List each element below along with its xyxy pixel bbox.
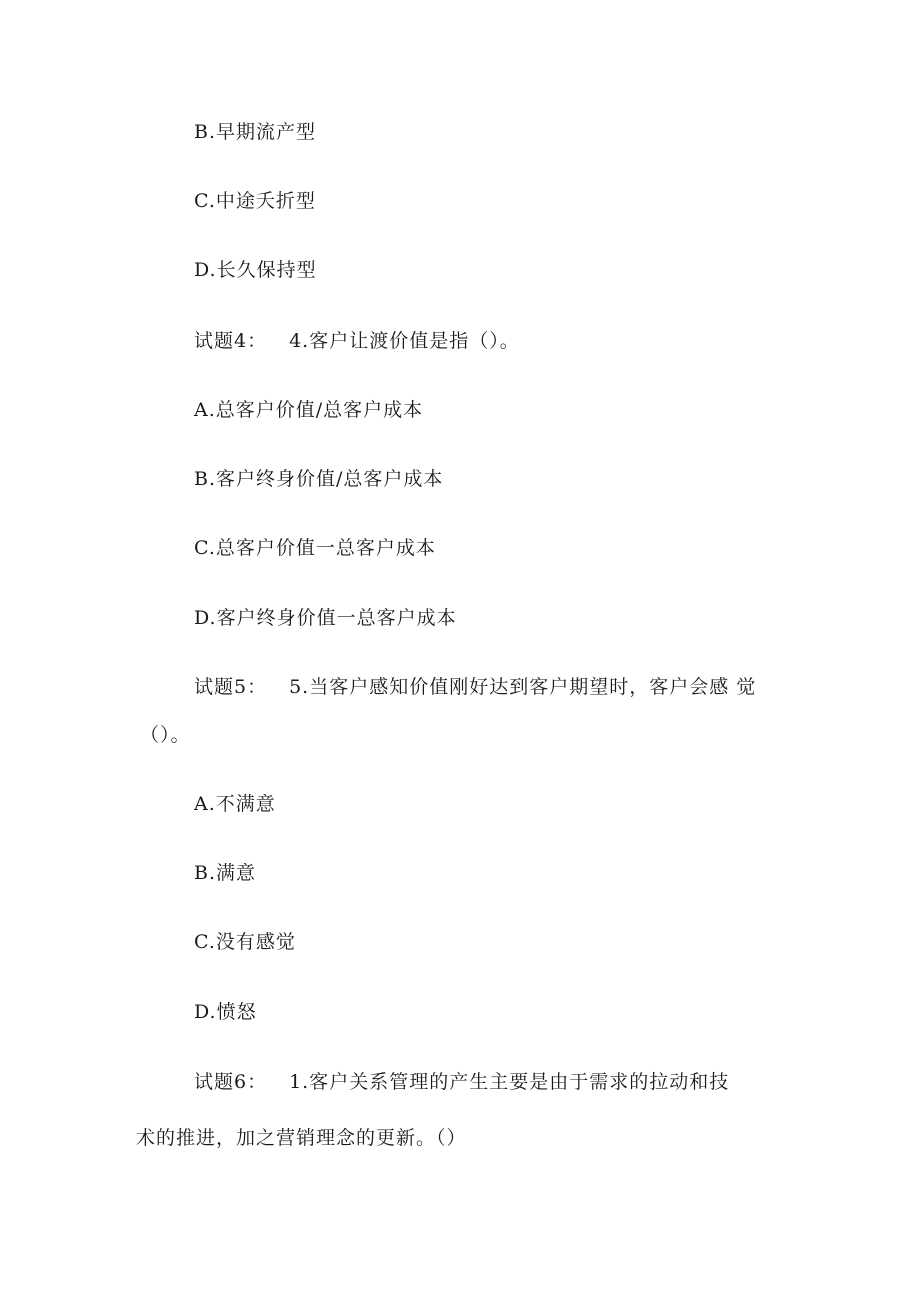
q4-option-c: C.总客户价值一总客户成本: [194, 537, 436, 559]
option-d-long-term: D.长久保持型: [194, 259, 317, 281]
question-4-label: 试题4：: [194, 330, 268, 352]
option-b-early-loss: B.早期流产型: [194, 121, 317, 143]
q5-option-c: C.没有感觉: [194, 931, 296, 953]
question-5-continuation: （）。: [140, 724, 191, 746]
q5-option-b: B.满意: [194, 862, 257, 884]
question-6-text: 1.客户关系管理的产生主要是由于需求的拉动和技: [289, 1071, 730, 1093]
question-6-continuation: 术的推进，加之营销理念的更新。（）: [136, 1127, 467, 1149]
question-5-text: 5.当客户感知价值刚好达到客户期望时，客户会感 觉: [289, 676, 757, 698]
q5-option-d: D.愤怒: [194, 1001, 257, 1023]
option-c-midway-loss: C.中途夭折型: [194, 190, 316, 212]
question-5-label: 试题5：: [194, 676, 268, 698]
question-6-label: 试题6：: [194, 1071, 268, 1093]
question-5: [194, 675, 756, 699]
q4-option-b: B.客户终身价值/总客户成本: [194, 468, 444, 490]
q4-option-d: D.客户终身价值一总客户成本: [194, 607, 457, 629]
q4-option-a: A.总客户价值/总客户成本: [194, 399, 424, 421]
q5-option-a: A.不满意: [194, 793, 276, 815]
question-6: [194, 1070, 729, 1094]
question-4-text: 4.客户让渡价值是指（）。: [289, 330, 520, 352]
question-4: [194, 329, 520, 353]
